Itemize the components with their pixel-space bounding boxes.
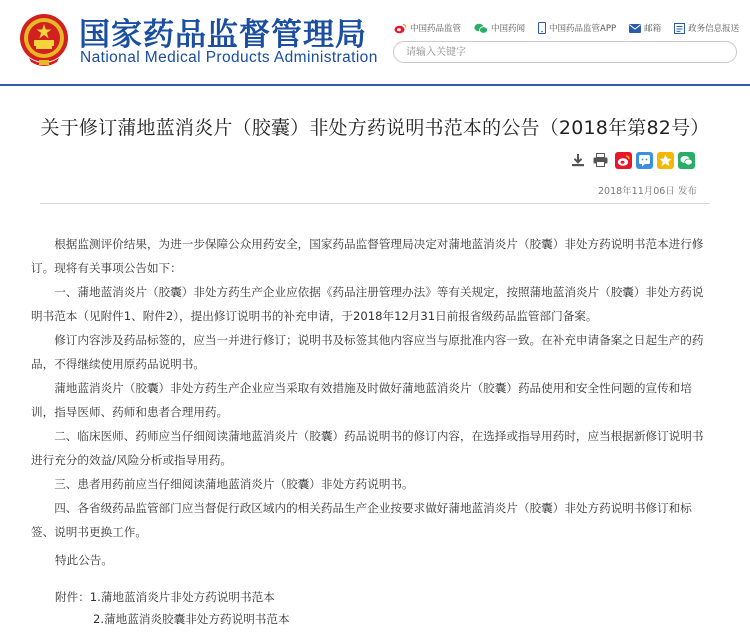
mobile-app-icon xyxy=(538,22,546,34)
weibo-icon xyxy=(394,23,407,34)
document-icon xyxy=(674,23,685,34)
download-button[interactable] xyxy=(569,152,586,169)
top-links xyxy=(394,20,750,36)
print-button[interactable] xyxy=(592,152,609,169)
body-paragraph: 修订内容涉及药品标签的，应当一并进行修订；说明书及标签其他内容应当与原批准内容一致。在补充申请备案之日起生产的药品，不得继续使用原药品说明书。 xyxy=(31,333,704,371)
body-paragraph: 二、临床医师、药师应当仔细阅读蒲地蓝消炎片（胶囊）药品说明书的修订内容，在选择或指导用药时，应当根据新修订说明书进行充分的效益/风险分析或指导用药。 xyxy=(31,429,704,467)
top-link-label: 邮箱 xyxy=(644,24,662,34)
search-input[interactable] xyxy=(406,45,706,60)
body-paragraph: 四、各省级药品监管部门应当督促行政区域内的相关药品生产企业按要求做好蒲地蓝消炎片（胶囊）非处方药说明书修订和标签、说明书更换工作。 xyxy=(31,501,692,539)
star-icon xyxy=(657,152,674,169)
top-link-weibo[interactable] xyxy=(394,22,461,34)
share-qzone-button[interactable] xyxy=(636,152,653,169)
top-link-label: 中国药品监管APP xyxy=(549,24,617,34)
national-emblem-logo[interactable] xyxy=(17,12,71,68)
publish-date: 2018年11月06日 xyxy=(598,186,675,197)
wechat-icon xyxy=(474,23,488,34)
body-paragraph: 三、患者用药前应当仔细阅读蒲地蓝消炎片（胶囊）非处方药说明书。 xyxy=(54,477,414,491)
header-divider xyxy=(0,84,750,86)
article-tools xyxy=(569,150,699,170)
print-icon xyxy=(593,153,608,167)
qq-zone-icon xyxy=(636,152,653,169)
share-qzone-star-button[interactable] xyxy=(657,152,674,169)
top-link-label: 政务信息报送 xyxy=(688,24,740,34)
article-body xyxy=(31,232,711,544)
publish-label: 发布 xyxy=(677,186,697,197)
top-link-label: 中国药闻 xyxy=(491,24,526,34)
site-subtitle: National Medical Products Administration xyxy=(80,49,378,66)
title-divider xyxy=(40,203,710,204)
site-header xyxy=(0,0,750,84)
share-wechat-button[interactable] xyxy=(678,152,695,169)
mail-icon xyxy=(629,24,641,33)
top-link-report[interactable] xyxy=(674,22,739,34)
attachment-link-2[interactable]: 2.蒲地蓝消炎胶囊非处方药说明书范本 xyxy=(93,612,290,626)
site-title[interactable]: 国家药品监督管理局 xyxy=(79,17,367,53)
body-paragraph: 根据监测评价结果，为进一步保障公众用药安全，国家药品监督管理局决定对蒲地蓝消炎片（胶囊）非处方药说明书范本进行修订。现将有关事项公告如下： xyxy=(31,237,704,275)
download-icon xyxy=(571,153,585,167)
article-title: 关于修订蒲地蓝消炎片（胶囊）非处方药说明书范本的公告（2018年第82号） xyxy=(40,117,710,139)
top-link-app[interactable] xyxy=(538,22,616,34)
publish-info xyxy=(598,183,697,197)
body-paragraph: 一、蒲地蓝消炎片（胶囊）非处方药生产企业应依据《药品注册管理办法》等有关规定，按照蒲地蓝消炎片（胶囊）非处方药说明书范本（见附件1、附件2），提出修订说明书的补充申请，于2018年12月31日前报省级药品监管部门备案。 xyxy=(31,285,704,323)
top-link-label: 中国药品监管 xyxy=(410,24,462,34)
search-box xyxy=(393,41,737,63)
top-link-wechat[interactable] xyxy=(474,22,525,34)
closing-text: 特此公告。 xyxy=(55,553,113,567)
wechat-icon xyxy=(678,152,695,169)
weibo-icon xyxy=(615,152,632,169)
share-weibo-button[interactable] xyxy=(615,152,632,169)
body-paragraph: 蒲地蓝消炎片（胶囊）非处方药生产企业应当采取有效措施及时做好蒲地蓝消炎片（胶囊）药品使用和安全性问题的宣传和培训，指导医师、药师和患者合理用药。 xyxy=(31,381,692,419)
attachment-link-1[interactable]: 附件：1.蒲地蓝消炎片非处方药说明书范本 xyxy=(55,590,275,604)
top-link-mail[interactable] xyxy=(629,22,661,34)
